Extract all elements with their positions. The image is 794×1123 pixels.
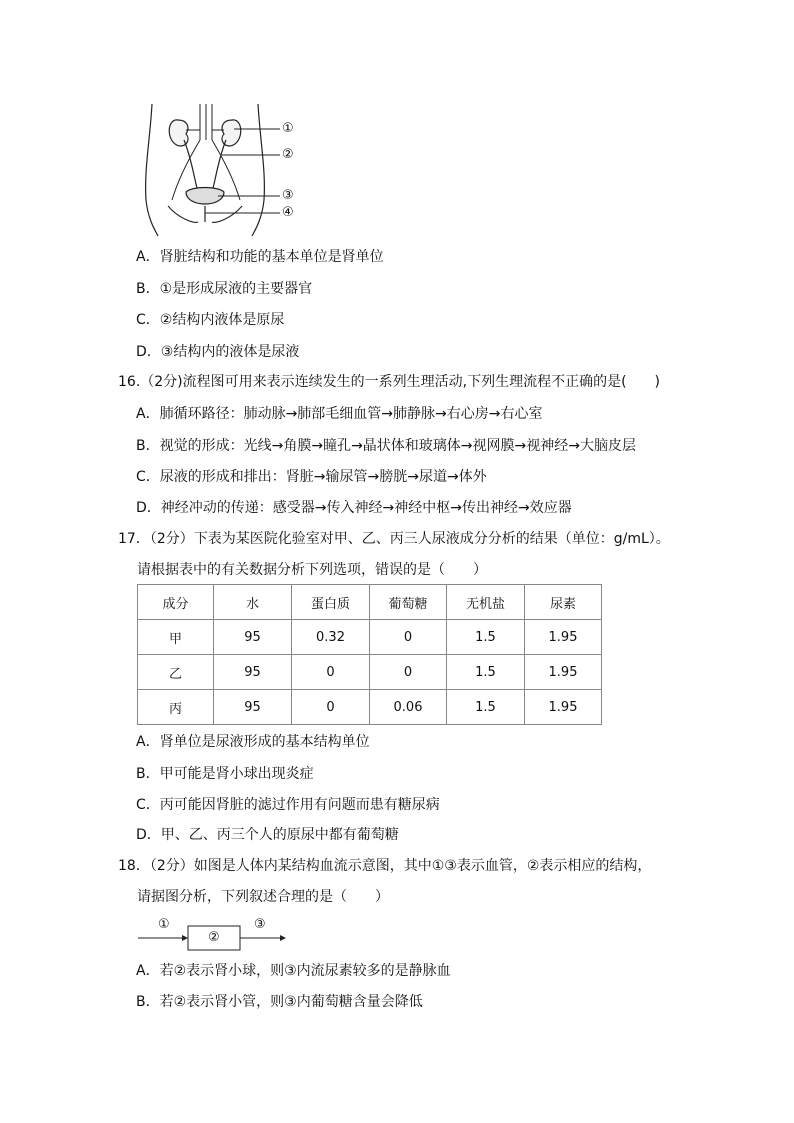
blood-flow-diagram: [138, 918, 298, 958]
table-header-cell: 成分: [138, 585, 214, 620]
figure-label-3: ③: [282, 188, 294, 203]
table-cell: 0: [370, 655, 447, 690]
flow-label-vessel-3: ③: [254, 917, 266, 932]
table-cell: 0.06: [370, 690, 447, 725]
q18-stem-line2: 请据图分析，下列叙述合理的是（ ）: [137, 889, 389, 905]
q17-option-d: D．甲、乙、丙三个人的原尿中都有葡萄糖: [136, 827, 399, 843]
figure-label-1: ①: [282, 121, 294, 136]
q18-option-b: B．若②表示肾小管，则③内葡萄糖含量会降低: [136, 994, 423, 1010]
table-cell: 95: [214, 690, 292, 725]
q17-option-b: B．甲可能是肾小球出现炎症: [136, 766, 314, 782]
urinary-system-figure: [138, 100, 308, 240]
q16-option-b: B．视觉的形成：光线→角膜→瞳孔→晶状体和玻璃体→视网膜→视神经→大脑皮层: [136, 438, 636, 454]
table-header-cell: 尿素: [525, 585, 602, 620]
table-cell: 0.32: [292, 620, 370, 655]
urine-analysis-table: [137, 584, 602, 725]
table-cell: 1.95: [525, 620, 602, 655]
table-cell: 1.5: [447, 655, 525, 690]
table-cell: 1.95: [525, 690, 602, 725]
table-cell: 1.95: [525, 655, 602, 690]
table-cell: 1.5: [447, 690, 525, 725]
flow-label-vessel-1: ①: [158, 917, 170, 932]
table-cell: 0: [292, 655, 370, 690]
q16-option-d: D．神经冲动的传递：感受器→传入神经→神经中枢→传出神经→效应器: [136, 500, 572, 516]
q17-stem-line1: 17．（2分）下表为某医院化验室对甲、乙、丙三人尿液成分分析的结果（单位：g/mL）。: [118, 531, 670, 547]
q15-option-b: B．①是形成尿液的主要器官: [136, 281, 313, 297]
table-cell: 95: [214, 655, 292, 690]
q18-stem-line1: 18．（2分）如图是人体内某结构血流示意图，其中①③表示血管，②表示相应的结构，: [118, 858, 652, 874]
table-header-cell: 水: [214, 585, 292, 620]
q17-option-a: A．肾单位是尿液形成的基本结构单位: [136, 734, 370, 750]
figure-label-2: ②: [282, 147, 294, 162]
flow-label-structure-2: ②: [208, 930, 220, 945]
table-cell: 1.5: [447, 620, 525, 655]
q17-option-c: C．丙可能因肾脏的滤过作用有问题而患有糖尿病: [136, 797, 440, 813]
q16-option-c: C．尿液的形成和排出：肾脏→输尿管→膀胱→尿道→体外: [136, 469, 487, 485]
table-row: [138, 620, 602, 655]
table-header-cell: 葡萄糖: [370, 585, 447, 620]
table-header-cell: 蛋白质: [292, 585, 370, 620]
q16-stem: 16.（2分)流程图可用来表示连续发生的一系列生理活动,下列生理流程不正确的是( ): [118, 374, 661, 390]
q16-option-a: A．肺循环路径：肺动脉→肺部毛细血管→肺静脉→右心房→右心室: [136, 406, 543, 422]
q15-option-a: A．肾脏结构和功能的基本单位是肾单位: [136, 249, 384, 265]
table-header-row: [138, 585, 602, 620]
table-header-cell: 无机盐: [447, 585, 525, 620]
table-cell: 0: [370, 620, 447, 655]
q18-option-a: A．若②表示肾小球，则③内流尿素较多的是静脉血: [136, 963, 451, 979]
table-row: [138, 655, 602, 690]
q15-option-d: D．③结构内的液体是尿液: [136, 344, 300, 360]
table-cell: 95: [214, 620, 292, 655]
table-cell: 丙: [138, 690, 214, 725]
q15-option-c: C．②结构内液体是原尿: [136, 312, 285, 328]
q17-stem-line2: 请根据表中的有关数据分析下列选项，错误的是（ ）: [137, 562, 487, 578]
table-cell: 甲: [138, 620, 214, 655]
table-cell: 乙: [138, 655, 214, 690]
table-cell: 0: [292, 690, 370, 725]
table-row: [138, 690, 602, 725]
figure-label-4: ④: [282, 205, 294, 220]
